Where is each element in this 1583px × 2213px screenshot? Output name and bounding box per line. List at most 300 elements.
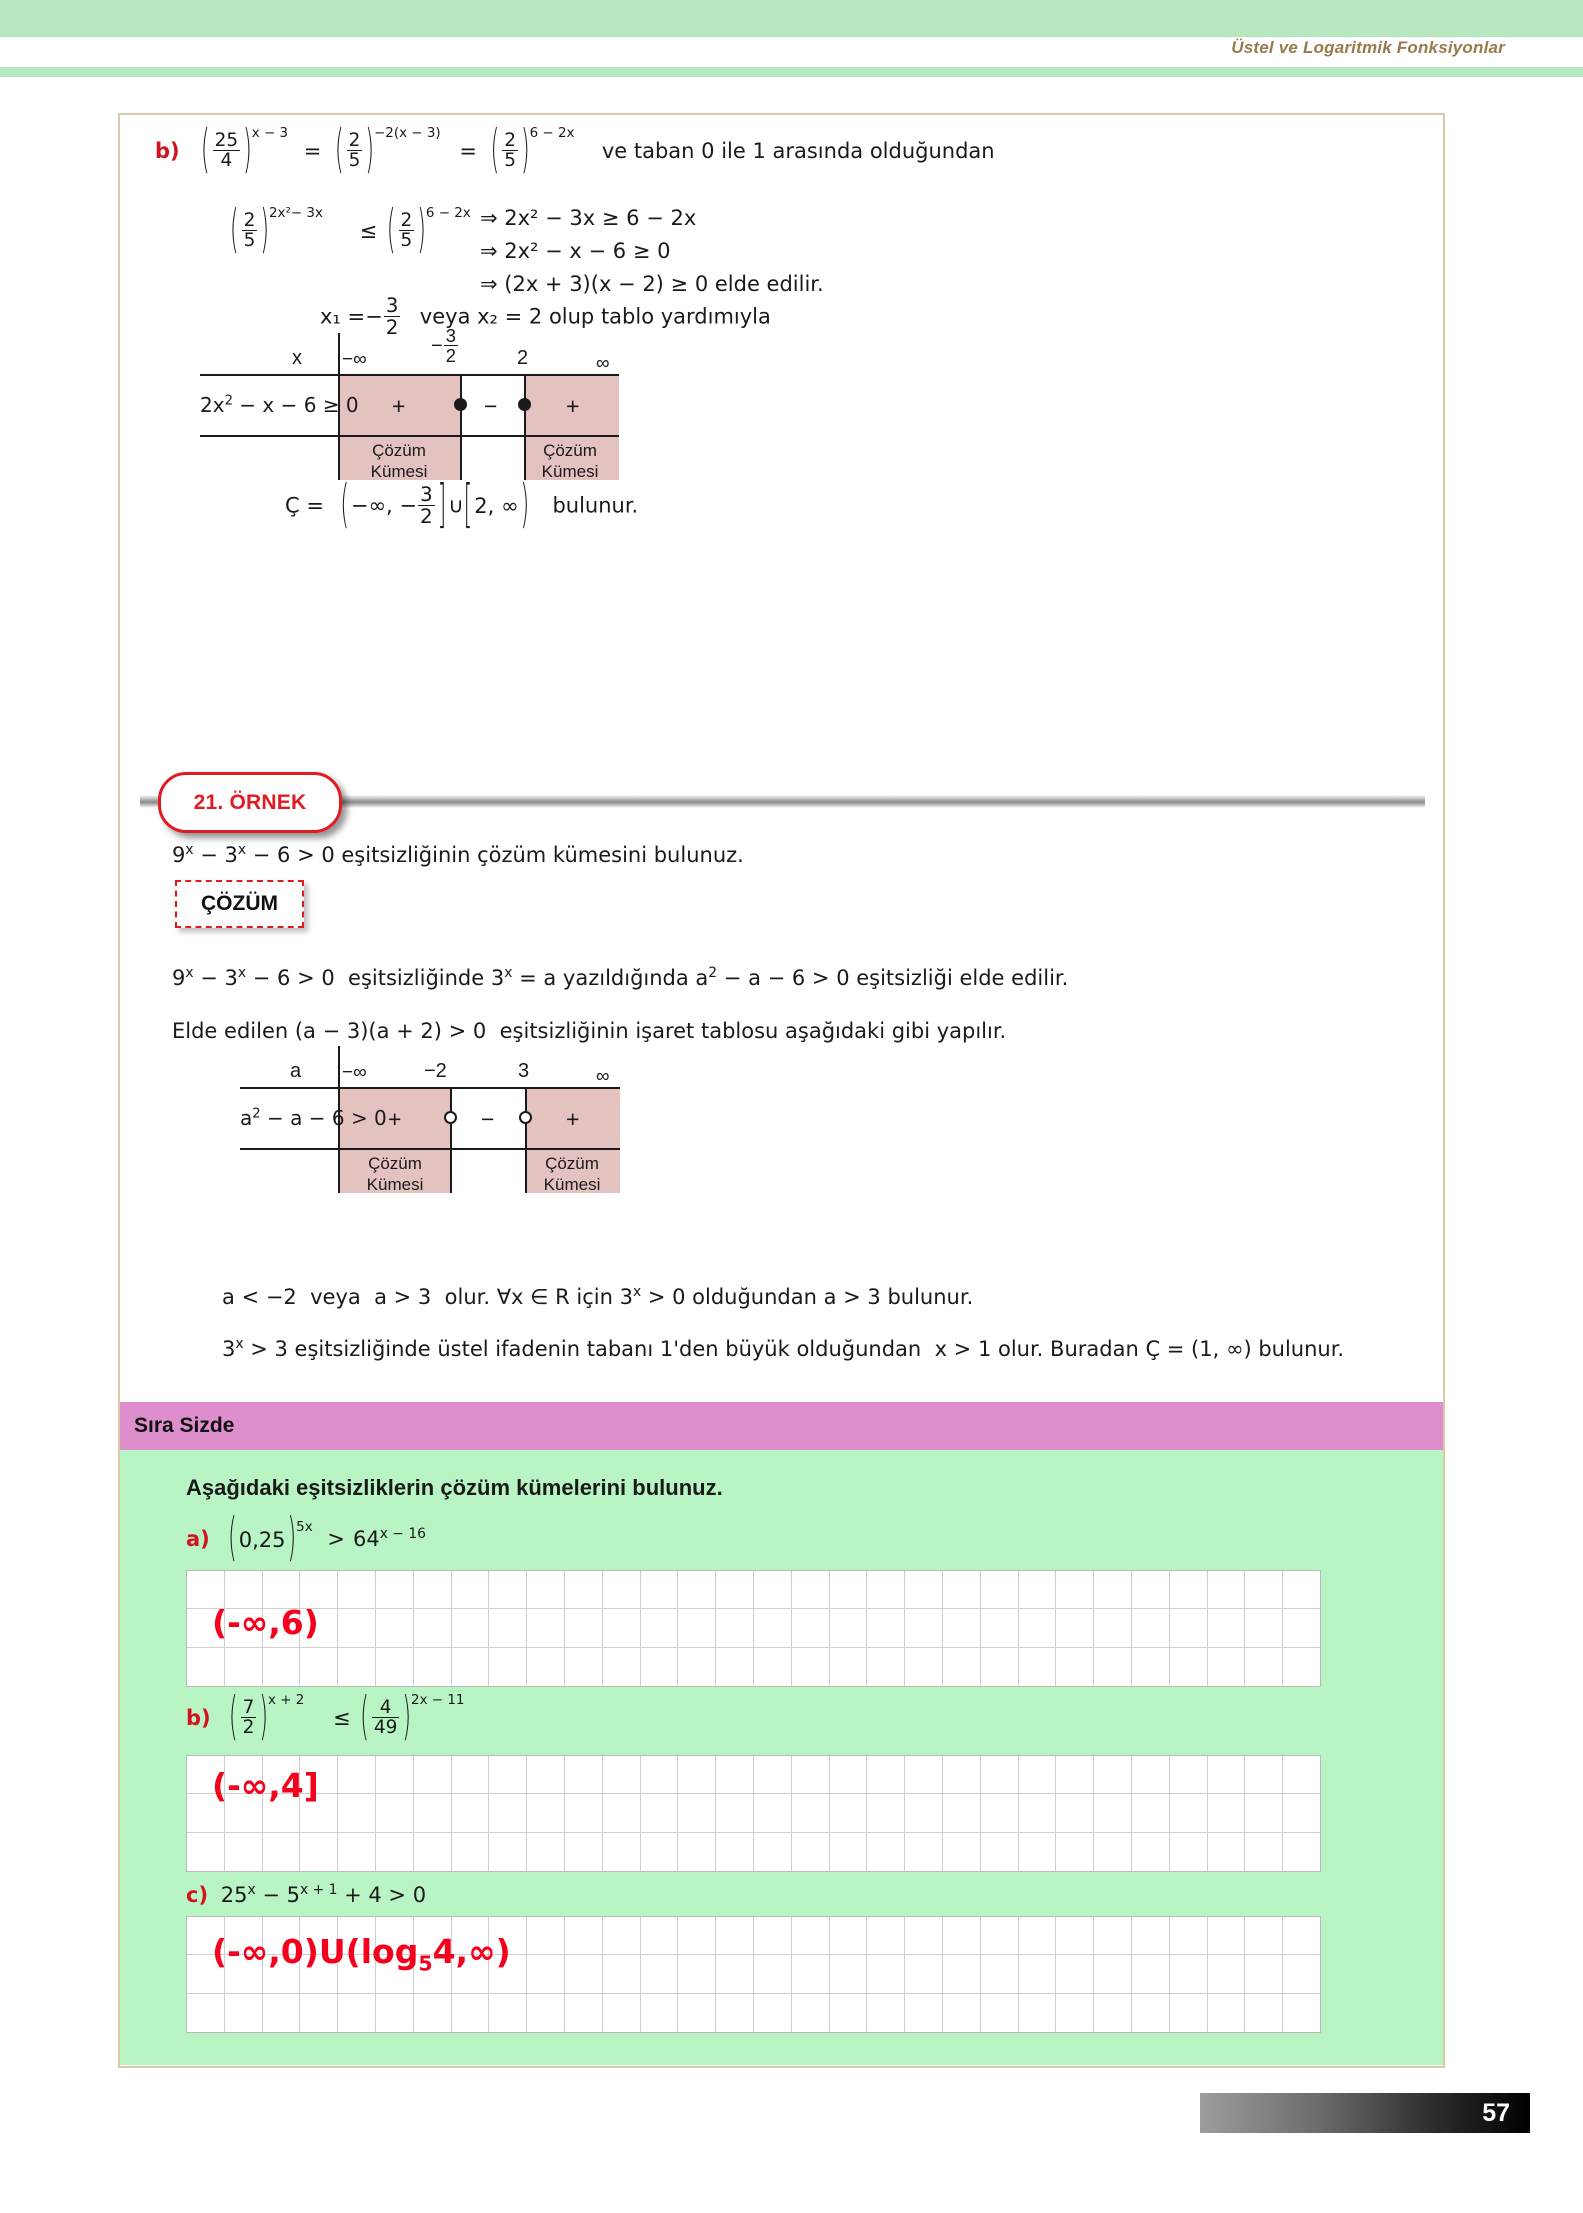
grid-cell[interactable] xyxy=(867,1609,905,1647)
grid-cell[interactable] xyxy=(943,1648,981,1686)
grid-cell[interactable] xyxy=(1094,1794,1132,1832)
grid-cell[interactable] xyxy=(678,1955,716,1993)
grid-cell[interactable] xyxy=(1170,1994,1208,2032)
grid-cell[interactable] xyxy=(867,1648,905,1686)
answer-grid-row xyxy=(187,1571,1320,1609)
grid-cell[interactable] xyxy=(1056,1648,1094,1686)
grid-cell[interactable] xyxy=(1208,1648,1246,1686)
grid-cell[interactable] xyxy=(1056,1955,1094,1993)
grid-cell[interactable] xyxy=(830,1648,868,1686)
grid-cell[interactable] xyxy=(1019,1833,1057,1871)
grid-cell[interactable] xyxy=(187,1833,225,1871)
grid-cell[interactable] xyxy=(905,1648,943,1686)
grid-cell[interactable] xyxy=(1094,1955,1132,1993)
grid-cell[interactable] xyxy=(376,1756,414,1794)
grid-cell[interactable] xyxy=(678,1833,716,1871)
grid-cell[interactable] xyxy=(641,1794,679,1832)
grid-cell[interactable] xyxy=(527,1833,565,1871)
grid-cell[interactable] xyxy=(603,1794,641,1832)
part-b-line1: b) ( $\frac{25}{4}$ )x − 3 = ( $\frac{2}{5}$ )−2(x − 3) = ( $\frac{2}{5}$ )6 − 2x ve taban 0 ile 1 arasında olduğundan xyxy=(155,121,995,181)
grid-cell[interactable] xyxy=(754,1794,792,1832)
grid-cell[interactable] xyxy=(1245,1648,1283,1686)
fraction-2-5-d: ( $\frac{2}{5}$ )6 − 2x xyxy=(386,201,471,261)
grid-cell[interactable] xyxy=(678,1756,716,1794)
grid-cell[interactable] xyxy=(716,1794,754,1832)
root-fraction-3-2: $\frac{3}{2}$ xyxy=(385,293,399,339)
grid-cell[interactable] xyxy=(830,1917,868,1955)
grid-cell[interactable] xyxy=(565,1609,603,1647)
grid-cell[interactable] xyxy=(905,1955,943,1993)
grid-cell[interactable] xyxy=(754,1648,792,1686)
grid-cell[interactable] xyxy=(943,1756,981,1794)
example-badge-label: 21. ÖRNEK xyxy=(193,790,307,814)
grid-cell[interactable] xyxy=(527,1994,565,2032)
grid-cell[interactable] xyxy=(1019,1794,1057,1832)
page-number: 57 xyxy=(1482,2098,1510,2127)
part-b-label: b) xyxy=(155,138,180,163)
grid-cell[interactable] xyxy=(1132,1794,1170,1832)
grid-cell[interactable] xyxy=(1094,1917,1132,1955)
grid-cell[interactable] xyxy=(641,1833,679,1871)
grid-cell[interactable] xyxy=(1056,1756,1094,1794)
grid-cell[interactable] xyxy=(1170,1571,1208,1609)
grid-cell[interactable] xyxy=(867,1917,905,1955)
grid-cell[interactable] xyxy=(527,1571,565,1609)
grid-cell[interactable] xyxy=(943,1794,981,1832)
sign-table-1-rule-mid xyxy=(200,435,619,437)
grid-cell[interactable] xyxy=(565,1833,603,1871)
grid-cell[interactable] xyxy=(905,1994,943,2032)
grid-cell[interactable] xyxy=(414,1833,452,1871)
sign-table-1-marker-root2 xyxy=(518,398,531,411)
grid-cell[interactable] xyxy=(867,1994,905,2032)
grid-cell[interactable] xyxy=(943,1955,981,1993)
grid-cell[interactable] xyxy=(376,1648,414,1686)
answer-grid-row xyxy=(187,1756,1320,1794)
grid-cell[interactable] xyxy=(830,1756,868,1794)
grid-cell[interactable] xyxy=(792,1609,830,1647)
grid-cell[interactable] xyxy=(565,1994,603,2032)
grid-cell[interactable] xyxy=(792,1571,830,1609)
grid-cell[interactable] xyxy=(1245,1917,1283,1955)
grid-cell[interactable] xyxy=(1094,1609,1132,1647)
grid-cell[interactable] xyxy=(905,1609,943,1647)
sira-sizde-heading: Aşağıdaki eşitsizliklerin çözüm kümelerini bulunuz. xyxy=(186,1475,723,1500)
grid-cell[interactable] xyxy=(716,1571,754,1609)
grid-cell[interactable] xyxy=(1170,1917,1208,1955)
grid-cell[interactable] xyxy=(641,1609,679,1647)
grid-cell[interactable] xyxy=(565,1955,603,1993)
grid-cell[interactable] xyxy=(414,1794,452,1832)
grid-cell[interactable] xyxy=(489,1994,527,2032)
grid-cell[interactable] xyxy=(452,1994,490,2032)
grid-cell[interactable] xyxy=(1019,1648,1057,1686)
grid-cell[interactable] xyxy=(300,1994,338,2032)
sign-table-1-expr-label: $2x^2 - x - 6 \ge 0$ xyxy=(200,393,359,417)
grid-cell[interactable] xyxy=(1170,1794,1208,1832)
grid-cell[interactable] xyxy=(376,1994,414,2032)
grid-cell[interactable] xyxy=(943,1609,981,1647)
grid-cell[interactable] xyxy=(867,1756,905,1794)
grid-cell[interactable] xyxy=(1132,1648,1170,1686)
grid-cell[interactable] xyxy=(414,1609,452,1647)
grid-cell[interactable] xyxy=(603,1917,641,1955)
grid-cell[interactable] xyxy=(1170,1833,1208,1871)
grid-cell[interactable] xyxy=(1208,1609,1246,1647)
grid-cell[interactable] xyxy=(754,1609,792,1647)
grid-cell[interactable] xyxy=(754,1955,792,1993)
grid-cell[interactable] xyxy=(641,1994,679,2032)
grid-cell[interactable] xyxy=(716,1955,754,1993)
grid-cell[interactable] xyxy=(716,1756,754,1794)
sign-table-2-sign-2: + xyxy=(566,1106,580,1132)
conclusion-suffix: bulunur. xyxy=(552,493,639,518)
grid-cell[interactable] xyxy=(414,1756,452,1794)
grid-cell[interactable] xyxy=(792,1994,830,2032)
fraction-2-5-b: ( $\frac{2}{5}$ )6 − 2x xyxy=(490,121,575,181)
answer-c-text: $(-\infty,0)U(\log_54,\infty)$ xyxy=(212,1932,511,1976)
grid-cell[interactable] xyxy=(1132,1917,1170,1955)
grid-cell[interactable] xyxy=(452,1571,490,1609)
grid-cell[interactable] xyxy=(565,1571,603,1609)
grid-cell[interactable] xyxy=(1208,1571,1246,1609)
sira-sizde-title: Sıra Sizde xyxy=(134,1414,235,1437)
grid-cell[interactable] xyxy=(716,1648,754,1686)
header-band-bottom xyxy=(0,67,1583,77)
grid-cell[interactable] xyxy=(830,1833,868,1871)
grid-cell[interactable] xyxy=(716,1994,754,2032)
grid-cell[interactable] xyxy=(225,1648,263,1686)
grid-cell[interactable] xyxy=(338,1571,376,1609)
grid-cell[interactable] xyxy=(489,1833,527,1871)
grid-cell[interactable] xyxy=(1208,1955,1246,1993)
grid-cell[interactable] xyxy=(414,1648,452,1686)
grid-cell[interactable] xyxy=(603,1756,641,1794)
grid-cell[interactable] xyxy=(1056,1571,1094,1609)
grid-cell[interactable] xyxy=(792,1917,830,1955)
grid-cell[interactable] xyxy=(603,1648,641,1686)
grid-cell[interactable] xyxy=(338,1609,376,1647)
grid-cell[interactable] xyxy=(716,1917,754,1955)
grid-cell[interactable] xyxy=(830,1571,868,1609)
sign-table-1 xyxy=(200,325,836,481)
grid-cell[interactable] xyxy=(867,1955,905,1993)
grid-cell[interactable] xyxy=(527,1648,565,1686)
grid-cell[interactable] xyxy=(1245,1571,1283,1609)
grid-cell[interactable] xyxy=(1056,1917,1094,1955)
sign-table-2-rule-mid xyxy=(240,1148,620,1150)
grid-cell[interactable] xyxy=(1019,1609,1057,1647)
grid-cell[interactable] xyxy=(603,1955,641,1993)
sign-table-1-solution-left: Çözüm Kümesi xyxy=(370,441,428,481)
grid-cell[interactable] xyxy=(338,1994,376,2032)
grid-cell[interactable] xyxy=(565,1917,603,1955)
sign-table-2-tick-root2: 3 xyxy=(518,1060,530,1082)
grid-cell[interactable] xyxy=(527,1955,565,1993)
grid-cell[interactable] xyxy=(1283,1648,1320,1686)
grid-cell[interactable] xyxy=(1094,1756,1132,1794)
sign-table-1-rule-top xyxy=(200,374,619,376)
grid-cell[interactable] xyxy=(527,1794,565,1832)
grid-cell[interactable] xyxy=(1094,1571,1132,1609)
example-banner xyxy=(140,780,1425,824)
grid-cell[interactable] xyxy=(1132,1994,1170,2032)
grid-cell[interactable] xyxy=(1170,1609,1208,1647)
grid-cell[interactable] xyxy=(452,1833,490,1871)
grid-cell[interactable] xyxy=(1208,1756,1246,1794)
grid-cell[interactable] xyxy=(678,1571,716,1609)
grid-cell[interactable] xyxy=(376,1571,414,1609)
grid-cell[interactable] xyxy=(981,1648,1019,1686)
grid-cell[interactable] xyxy=(641,1648,679,1686)
grid-cell[interactable] xyxy=(527,1609,565,1647)
grid-cell[interactable] xyxy=(641,1917,679,1955)
grid-cell[interactable] xyxy=(641,1955,679,1993)
example-solution-line-1: $9^x - 3^x - 6 > 0$ eşitsizliğinde $3^x = a$ yazıldığında $a^2 - a - 6 > 0$ eşitsizliği elde edilir. xyxy=(172,965,1069,990)
fraction-2-5-c: ( $\frac{2}{5}$ )2x²− 3x xyxy=(230,201,323,261)
grid-cell[interactable] xyxy=(452,1648,490,1686)
sign-table-2-var-label: a xyxy=(290,1060,302,1082)
grid-cell[interactable] xyxy=(1019,1917,1057,1955)
grid-cell[interactable] xyxy=(1208,1833,1246,1871)
grid-cell[interactable] xyxy=(452,1756,490,1794)
grid-cell[interactable] xyxy=(1170,1648,1208,1686)
sign-table-2-marker-root1 xyxy=(444,1111,457,1124)
grid-cell[interactable] xyxy=(1132,1833,1170,1871)
grid-cell[interactable] xyxy=(376,1794,414,1832)
part-b-step-2: ⇒ 2x² − x − 6 ≥ 0 xyxy=(480,239,671,263)
grid-cell[interactable] xyxy=(1245,1955,1283,1993)
grid-cell[interactable] xyxy=(527,1756,565,1794)
grid-cell[interactable] xyxy=(1019,1756,1057,1794)
grid-cell[interactable] xyxy=(1283,1917,1320,1955)
grid-cell[interactable] xyxy=(792,1756,830,1794)
grid-cell[interactable] xyxy=(943,1917,981,1955)
grid-cell[interactable] xyxy=(1019,1994,1057,2032)
grid-cell[interactable] xyxy=(1283,1571,1320,1609)
grid-cell[interactable] xyxy=(981,1955,1019,1993)
example-question: $9^x - 3^x - 6 > 0$ eşitsizliğinin çözüm kümesini bulunuz. xyxy=(172,842,744,867)
part-b-step-1: ⇒ 2x² − 3x ≥ 6 − 2x xyxy=(480,206,697,230)
grid-cell[interactable] xyxy=(1208,1794,1246,1832)
grid-cell[interactable] xyxy=(452,1609,490,1647)
grid-cell[interactable] xyxy=(1283,1833,1320,1871)
grid-cell[interactable] xyxy=(1170,1756,1208,1794)
grid-cell[interactable] xyxy=(981,1994,1019,2032)
grid-cell[interactable] xyxy=(641,1571,679,1609)
grid-cell[interactable] xyxy=(830,1994,868,2032)
grid-cell[interactable] xyxy=(981,1609,1019,1647)
grid-cell[interactable] xyxy=(489,1571,527,1609)
grid-cell[interactable] xyxy=(1245,1794,1283,1832)
grid-cell[interactable] xyxy=(263,1648,301,1686)
grid-cell[interactable] xyxy=(905,1756,943,1794)
fraction-25-4: ( $\frac{25}{4}$ )x − 3 xyxy=(201,121,289,181)
grid-cell[interactable] xyxy=(1283,1955,1320,1993)
grid-cell[interactable] xyxy=(414,1571,452,1609)
grid-cell[interactable] xyxy=(981,1917,1019,1955)
grid-cell[interactable] xyxy=(263,1833,301,1871)
exponent-4: 2x²− 3x xyxy=(268,206,323,221)
grid-cell[interactable] xyxy=(376,1609,414,1647)
grid-cell[interactable] xyxy=(1245,1609,1283,1647)
grid-cell[interactable] xyxy=(1208,1917,1246,1955)
grid-cell[interactable] xyxy=(792,1833,830,1871)
grid-cell[interactable] xyxy=(187,1994,225,2032)
grid-cell[interactable] xyxy=(830,1955,868,1993)
grid-cell[interactable] xyxy=(678,1994,716,2032)
grid-cell[interactable] xyxy=(1019,1571,1057,1609)
sign-table-2-sign-1: − xyxy=(481,1106,495,1132)
grid-cell[interactable] xyxy=(1094,1994,1132,2032)
grid-cell[interactable] xyxy=(300,1648,338,1686)
grid-cell[interactable] xyxy=(1132,1955,1170,1993)
grid-cell[interactable] xyxy=(1132,1609,1170,1647)
sign-table-2-marker-root2 xyxy=(519,1111,532,1124)
grid-cell[interactable] xyxy=(792,1955,830,1993)
sign-table-2-sign-0: + xyxy=(388,1106,402,1132)
part-b-power-inequality: ( $\frac{2}{5}$ )2x²− 3x ≤ ( $\frac{2}{5}$ )6 − 2x xyxy=(230,201,471,261)
sign-table-1-sign-1: − xyxy=(484,393,498,419)
example-closing-line-2: $3^x > 3$ eşitsizliğinde üstel ifadenin tabanı 1'den büyük olduğundan x > 1 olur. Buradan Ç = (1, ∞) bulunur. xyxy=(222,1336,1345,1361)
grid-cell[interactable] xyxy=(1170,1955,1208,1993)
grid-cell[interactable] xyxy=(754,1756,792,1794)
grid-cell[interactable] xyxy=(489,1609,527,1647)
grid-cell[interactable] xyxy=(792,1794,830,1832)
sign-table-1-tick-root2: 2 xyxy=(517,347,529,369)
grid-cell[interactable] xyxy=(489,1756,527,1794)
grid-cell[interactable] xyxy=(338,1756,376,1794)
example-closing-line-1: a < −2 veya a > 3 olur. ∀x ∈ R için $3^x > 0$ olduğundan a > 3 bulunur. xyxy=(222,1284,974,1309)
question-b-base-right: ( $\frac{4}{49}$ )2x − 11 xyxy=(360,1688,465,1748)
grid-cell[interactable] xyxy=(338,1648,376,1686)
grid-cell[interactable] xyxy=(943,1994,981,2032)
grid-cell[interactable] xyxy=(943,1833,981,1871)
grid-cell[interactable] xyxy=(1245,1756,1283,1794)
grid-cell[interactable] xyxy=(527,1917,565,1955)
sira-sizde-title-bar xyxy=(120,1402,1443,1450)
grid-cell[interactable] xyxy=(1132,1571,1170,1609)
sign-table-2-tick-root1: −2 xyxy=(424,1060,447,1082)
grid-cell[interactable] xyxy=(376,1833,414,1871)
grid-cell[interactable] xyxy=(716,1833,754,1871)
grid-cell[interactable] xyxy=(603,1994,641,2032)
answer-grid-row xyxy=(187,1994,1320,2032)
question-b-label: b) xyxy=(186,1705,211,1730)
grid-cell[interactable] xyxy=(565,1648,603,1686)
answer-grid-row xyxy=(187,1648,1320,1686)
sign-table-1-sign-0: + xyxy=(392,393,406,419)
grid-cell[interactable] xyxy=(1245,1833,1283,1871)
grid-cell[interactable] xyxy=(225,1833,263,1871)
question-c-label: c) xyxy=(186,1883,209,1907)
grid-cell[interactable] xyxy=(603,1833,641,1871)
grid-cell[interactable] xyxy=(867,1833,905,1871)
grid-cell[interactable] xyxy=(1208,1994,1246,2032)
grid-cell[interactable] xyxy=(981,1756,1019,1794)
grid-cell[interactable] xyxy=(641,1756,679,1794)
grid-cell[interactable] xyxy=(1056,1994,1094,2032)
grid-cell[interactable] xyxy=(754,1917,792,1955)
grid-cell[interactable] xyxy=(678,1794,716,1832)
answer-grid-row xyxy=(187,1833,1320,1871)
grid-cell[interactable] xyxy=(489,1648,527,1686)
grid-cell[interactable] xyxy=(1019,1955,1057,1993)
grid-cell[interactable] xyxy=(338,1833,376,1871)
sign-table-2-rule-top xyxy=(240,1087,620,1089)
grid-cell[interactable] xyxy=(1056,1833,1094,1871)
grid-cell[interactable] xyxy=(943,1571,981,1609)
grid-cell[interactable] xyxy=(1283,1794,1320,1832)
question-a-base: (0,25)5x xyxy=(228,1510,313,1569)
grid-cell[interactable] xyxy=(1132,1756,1170,1794)
grid-cell[interactable] xyxy=(678,1648,716,1686)
grid-cell[interactable] xyxy=(263,1994,301,2032)
sign-table-1-var-label: x xyxy=(292,347,302,369)
grid-cell[interactable] xyxy=(1283,1756,1320,1794)
grid-cell[interactable] xyxy=(414,1994,452,2032)
grid-cell[interactable] xyxy=(1056,1609,1094,1647)
grid-cell[interactable] xyxy=(754,1994,792,2032)
grid-cell[interactable] xyxy=(1245,1994,1283,2032)
grid-cell[interactable] xyxy=(1094,1648,1132,1686)
root-x2-text: veya x₂ = 2 olup tablo yardımıyla xyxy=(419,304,771,329)
grid-cell[interactable] xyxy=(867,1794,905,1832)
example-solution-line-2: Elde edilen (a − 3)(a + 2) > 0 eşitsizliğinin işaret tablosu aşağıdaki gibi yapılır. xyxy=(172,1019,1007,1043)
grid-cell[interactable] xyxy=(1094,1833,1132,1871)
grid-cell[interactable] xyxy=(830,1609,868,1647)
grid-cell[interactable] xyxy=(754,1571,792,1609)
grid-cell[interactable] xyxy=(1283,1609,1320,1647)
sign-table-1-tick-pos-inf: ∞ xyxy=(596,353,610,374)
grid-cell[interactable] xyxy=(338,1794,376,1832)
grid-cell[interactable] xyxy=(981,1833,1019,1871)
grid-cell[interactable] xyxy=(1056,1794,1094,1832)
grid-cell[interactable] xyxy=(905,1833,943,1871)
grid-cell[interactable] xyxy=(792,1648,830,1686)
grid-cell[interactable] xyxy=(565,1756,603,1794)
question-b: b) ( $\frac{7}{2}$ )x + 2 ≤ ( $\frac{4}{49}$ )2x − 11 xyxy=(186,1688,465,1748)
sign-table-1-solution-right: Çözüm Kümesi xyxy=(541,441,599,481)
answer-grid-a[interactable] xyxy=(186,1570,1321,1687)
grid-cell[interactable] xyxy=(981,1794,1019,1832)
grid-cell[interactable] xyxy=(905,1571,943,1609)
answer-grid-b[interactable] xyxy=(186,1755,1321,1872)
grid-cell[interactable] xyxy=(489,1794,527,1832)
grid-cell[interactable] xyxy=(187,1648,225,1686)
grid-cell[interactable] xyxy=(981,1571,1019,1609)
grid-cell[interactable] xyxy=(565,1794,603,1832)
grid-cell[interactable] xyxy=(603,1609,641,1647)
grid-cell[interactable] xyxy=(603,1571,641,1609)
grid-cell[interactable] xyxy=(716,1609,754,1647)
grid-cell[interactable] xyxy=(867,1571,905,1609)
grid-cell[interactable] xyxy=(1283,1994,1320,2032)
grid-cell[interactable] xyxy=(830,1794,868,1832)
grid-cell[interactable] xyxy=(678,1917,716,1955)
grid-cell[interactable] xyxy=(452,1794,490,1832)
sign-table-2 xyxy=(240,1058,856,1194)
grid-cell[interactable] xyxy=(905,1794,943,1832)
grid-cell[interactable] xyxy=(754,1833,792,1871)
grid-cell[interactable] xyxy=(678,1609,716,1647)
sign-table-1-vline-root1 xyxy=(460,374,462,480)
answer-grid-row xyxy=(187,1609,1320,1647)
grid-cell[interactable] xyxy=(905,1917,943,1955)
grid-cell[interactable] xyxy=(300,1833,338,1871)
part-b-step-3: ⇒ (2x + 3)(x − 2) ≥ 0 elde edilir. xyxy=(480,272,824,296)
grid-cell[interactable] xyxy=(225,1994,263,2032)
